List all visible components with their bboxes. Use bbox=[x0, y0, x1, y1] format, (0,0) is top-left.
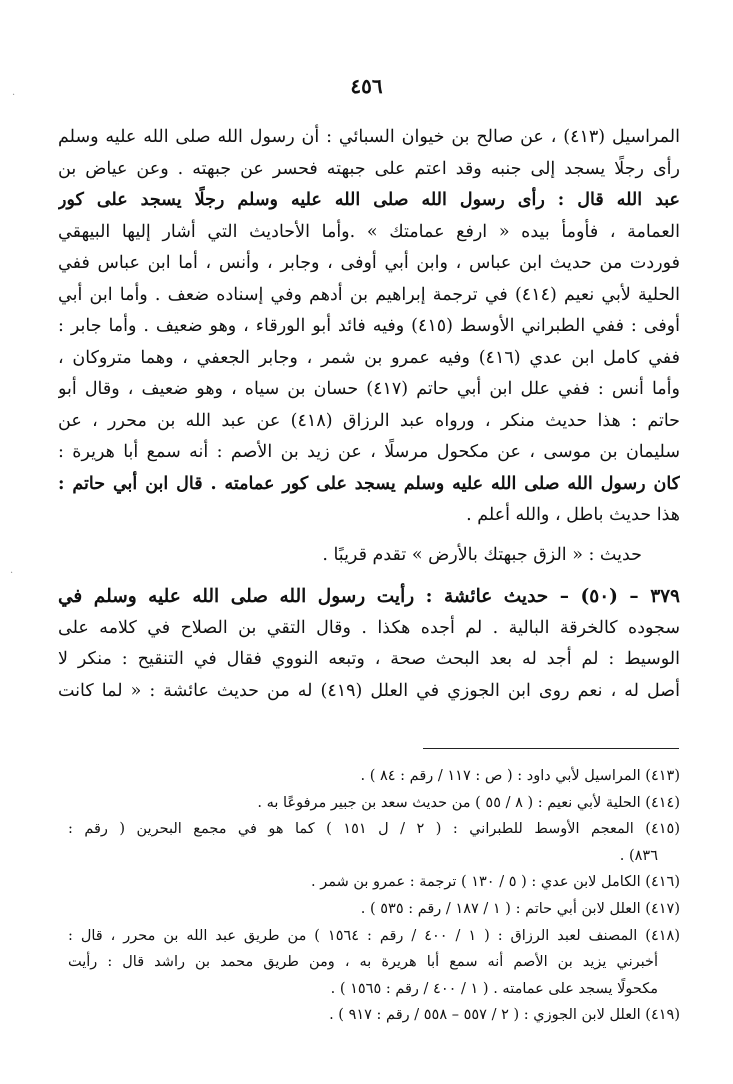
footnote-line: ٨٣٦) . bbox=[619, 847, 658, 864]
text-line: سليمان بن موسى ، عن مكحول مرسلًا ، عن زيد بن الأصم : أنه سمع أبا هريرة : bbox=[58, 442, 680, 462]
text-line: ففي كامل ابن عدي (٤١٦) وفيه عمرو بن شمر ، وجابر الجعفي ، وهما متروكان ، bbox=[58, 347, 680, 368]
text-line: رأى رجلًا يسجد إلى جنبه وقد اعتم على جبهته فحسر عن جبهته . وعن عياض بن bbox=[58, 158, 680, 179]
footnote-line: (٤١٣) المراسيل لأبي داود : ( ص : ١١٧ / رقم : ٨٤ ) . bbox=[360, 768, 680, 784]
footnote-line: أخبرني يزيد بن الأصم أنه سمع أبا هريرة به ، ومن طريق محمد بن راشد قال : رأيت bbox=[68, 954, 658, 971]
footnote-line: (٤١٦) الكامل لابن عدي : ( ٥ / ١٣٠ ) ترجمة : عمرو بن شمر . bbox=[311, 874, 680, 891]
text-line: كان رسول الله صلى الله عليه وسلم يسجد على كور عمامته . قال ابن أبي حاتم : bbox=[58, 473, 680, 494]
text-line: المراسيل (٤١٣) ، عن صالح بن خيوان السبائي : أن رسول الله صلى الله عليه وسلم bbox=[58, 127, 680, 147]
main-text bbox=[58, 122, 680, 707]
footnote-separator bbox=[423, 748, 679, 749]
footnote-line: (٤١٥) المعجم الأوسط للطبراني : ( ٢ / ل ١٥١ ) كما هو في مجمع البحرين ( رقم : bbox=[68, 821, 680, 838]
footnote-line: (٤١٩) العلل لابن الجوزي : ( ٢ / ٥٥٧ – ٥٥٨ / رقم : ٩١٧ ) . bbox=[329, 1007, 680, 1024]
footnote-line: مكحولًا يسجد على عمامته . ( ١ / ٤٠٠ / رقم : ١٥٦٥ ) . bbox=[330, 980, 658, 997]
footnotes bbox=[68, 763, 680, 1029]
text-line: عبد الله قال : رأى رسول الله صلى الله عليه وسلم رجلًا يسجد على كور bbox=[58, 190, 680, 210]
footnote-line: (٤١٤) الحلية لأبي نعيم : ( ٨ / ٥٥ ) من حديث سعد بن جبير مرفوعًا به . bbox=[257, 794, 680, 811]
footnote-line: (٤١٧) العلل لابن أبي حاتم : ( ١ / ١٨٧ / رقم : ٥٣٥ ) . bbox=[360, 900, 680, 917]
text-line: الوسيط : لم أجد له بعد البحث صحة ، وتبعه النووي فقال في التنقيح : منكر لا bbox=[58, 649, 680, 669]
text-line: العمامة ، فأومأ بيده « ارفع عمامتك » .وأما الأحاديث التي أشار إليها البيهقي bbox=[58, 221, 680, 242]
text-line: الحلية لأبي نعيم (٤١٤) في ترجمة إبراهيم بن أدهم وفي إسناده ضعف . وأما ابن أبي bbox=[58, 284, 680, 305]
text-line: أصل له ، نعم روى ابن الجوزي في العلل (٤١٩) له من حديث عائشة : « لما كانت bbox=[58, 680, 680, 701]
margin-speck: · bbox=[10, 568, 14, 579]
text-line: هذا حديث باطل ، والله أعلم . bbox=[466, 505, 680, 525]
text-line: حديث : « الزق جبهتك بالأرض » تقدم قريبًا . bbox=[322, 544, 642, 565]
text-line: سجوده كالخرقة البالية . لم أجده هكذا . وقال التقي بن الصلاح في كلامه على bbox=[58, 617, 680, 638]
footnote-line: (٤١٨) المصنف لعبد الرزاق : ( ١ / ٤٠٠ / رقم : ١٥٦٤ ) من طريق عبد الله بن محرر ، قال : bbox=[68, 927, 680, 944]
margin-speck: · bbox=[12, 90, 16, 101]
text-line: وأما أنس : ففي علل ابن أبي حاتم (٤١٧) حسان بن سياه ، وهو ضعيف ، وقال أبو bbox=[58, 379, 680, 399]
hadith-heading: ٣٧٩ – (٥٠) – حديث عائشة : رأيت رسول الله صلى الله عليه وسلم في bbox=[58, 586, 680, 607]
page-number: ٤٥٦ bbox=[350, 74, 383, 98]
text-line: فوردت من حديث ابن عباس ، وابن أبي أوفى ، وجابر ، وأنس ، أما ابن عباس ففي bbox=[58, 253, 680, 273]
text-line: حاتم : هذا حديث منكر ، ورواه عبد الرزاق (٤١٨) عن عبد الله بن محرر ، عن bbox=[58, 410, 680, 431]
text-line: أوفى : ففي الطبراني الأوسط (٤١٥) وفيه فائد أبو الورقاء ، وهو ضعيف . وأما جابر : bbox=[58, 316, 680, 336]
